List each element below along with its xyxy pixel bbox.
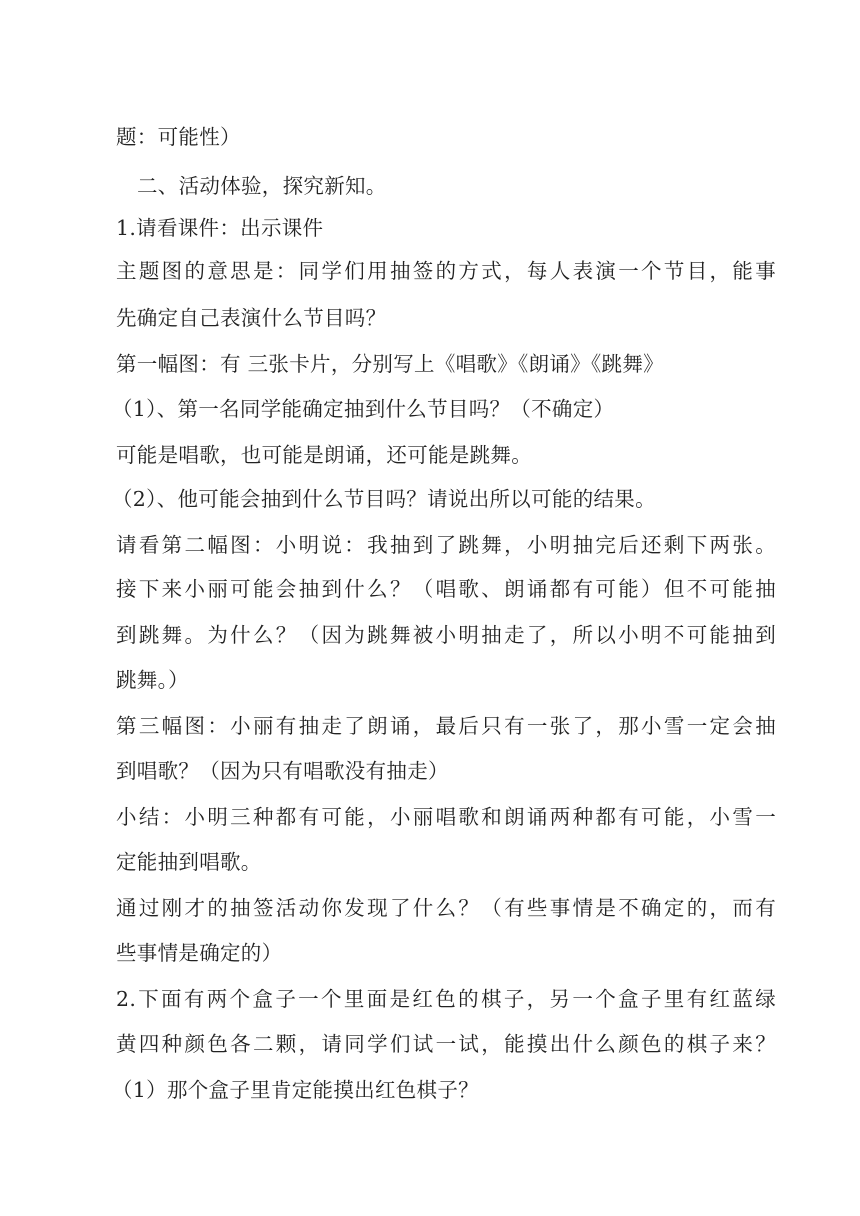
- text-line-18: 通过刚才的抽签活动你发现了什么？（有些事情是不确定的，而有: [116, 896, 776, 920]
- text-line-1: 题：可能性）: [116, 125, 241, 149]
- section-heading: 二、活动体验，探究新知。: [137, 174, 387, 198]
- text-line-6: 第一幅图：有 三张卡片，分别写上《唱歌》《朗诵》《跳舞》: [116, 352, 664, 376]
- text-line-14: 第三幅图：小丽有抽走了朗诵，最后只有一张了，那小雪一定会抽: [116, 714, 776, 738]
- text-line-20: 2.下面有两个盒子一个里面是红色的棋子，另一个盒子里有红蓝绿: [116, 987, 776, 1011]
- text-line-22: （1）那个盒子里肯定能摸出红色棋子？: [112, 1078, 479, 1102]
- text-line-8: 可能是唱歌，也可能是朗诵，还可能是跳舞。: [116, 443, 532, 467]
- text-line-11: 接下来小丽可能会抽到什么？（唱歌、朗诵都有可能）但不可能抽: [116, 577, 776, 601]
- text-line-21: 黄四种颜色各二颗，请同学们试一试，能摸出什么颜色的棋子来？: [116, 1032, 776, 1056]
- text-line-16: 小结：小明三种都有可能，小丽唱歌和朗诵两种都有可能，小雪一: [116, 805, 776, 829]
- text-line-13: 跳舞。）: [116, 668, 189, 692]
- text-line-10: 请看第二幅图：小明说：我抽到了跳舞，小明抽完后还剩下两张。: [116, 533, 776, 557]
- text-line-3: 1.请看课件：出示课件: [116, 216, 324, 240]
- text-line-19: 些事情是确定的）: [116, 941, 283, 965]
- text-line-12: 到跳舞。为什么？（因为跳舞被小明抽走了，所以小明不可能抽到: [116, 623, 776, 647]
- text-line-17: 定能抽到唱歌。: [116, 850, 262, 874]
- text-line-15: 到唱歌？（因为只有唱歌没有抽走）: [116, 759, 449, 783]
- text-line-4: 主题图的意思是：同学们用抽签的方式，每人表演一个节目，能事: [116, 259, 776, 283]
- text-line-7: （1）、第一名同学能确定抽到什么节目吗？（不确定）: [112, 397, 615, 421]
- text-line-9: （2）、他可能会抽到什么节目吗？请说出所以可能的结果。: [112, 487, 656, 511]
- text-line-5: 先确定自己表演什么节目吗？: [116, 306, 387, 330]
